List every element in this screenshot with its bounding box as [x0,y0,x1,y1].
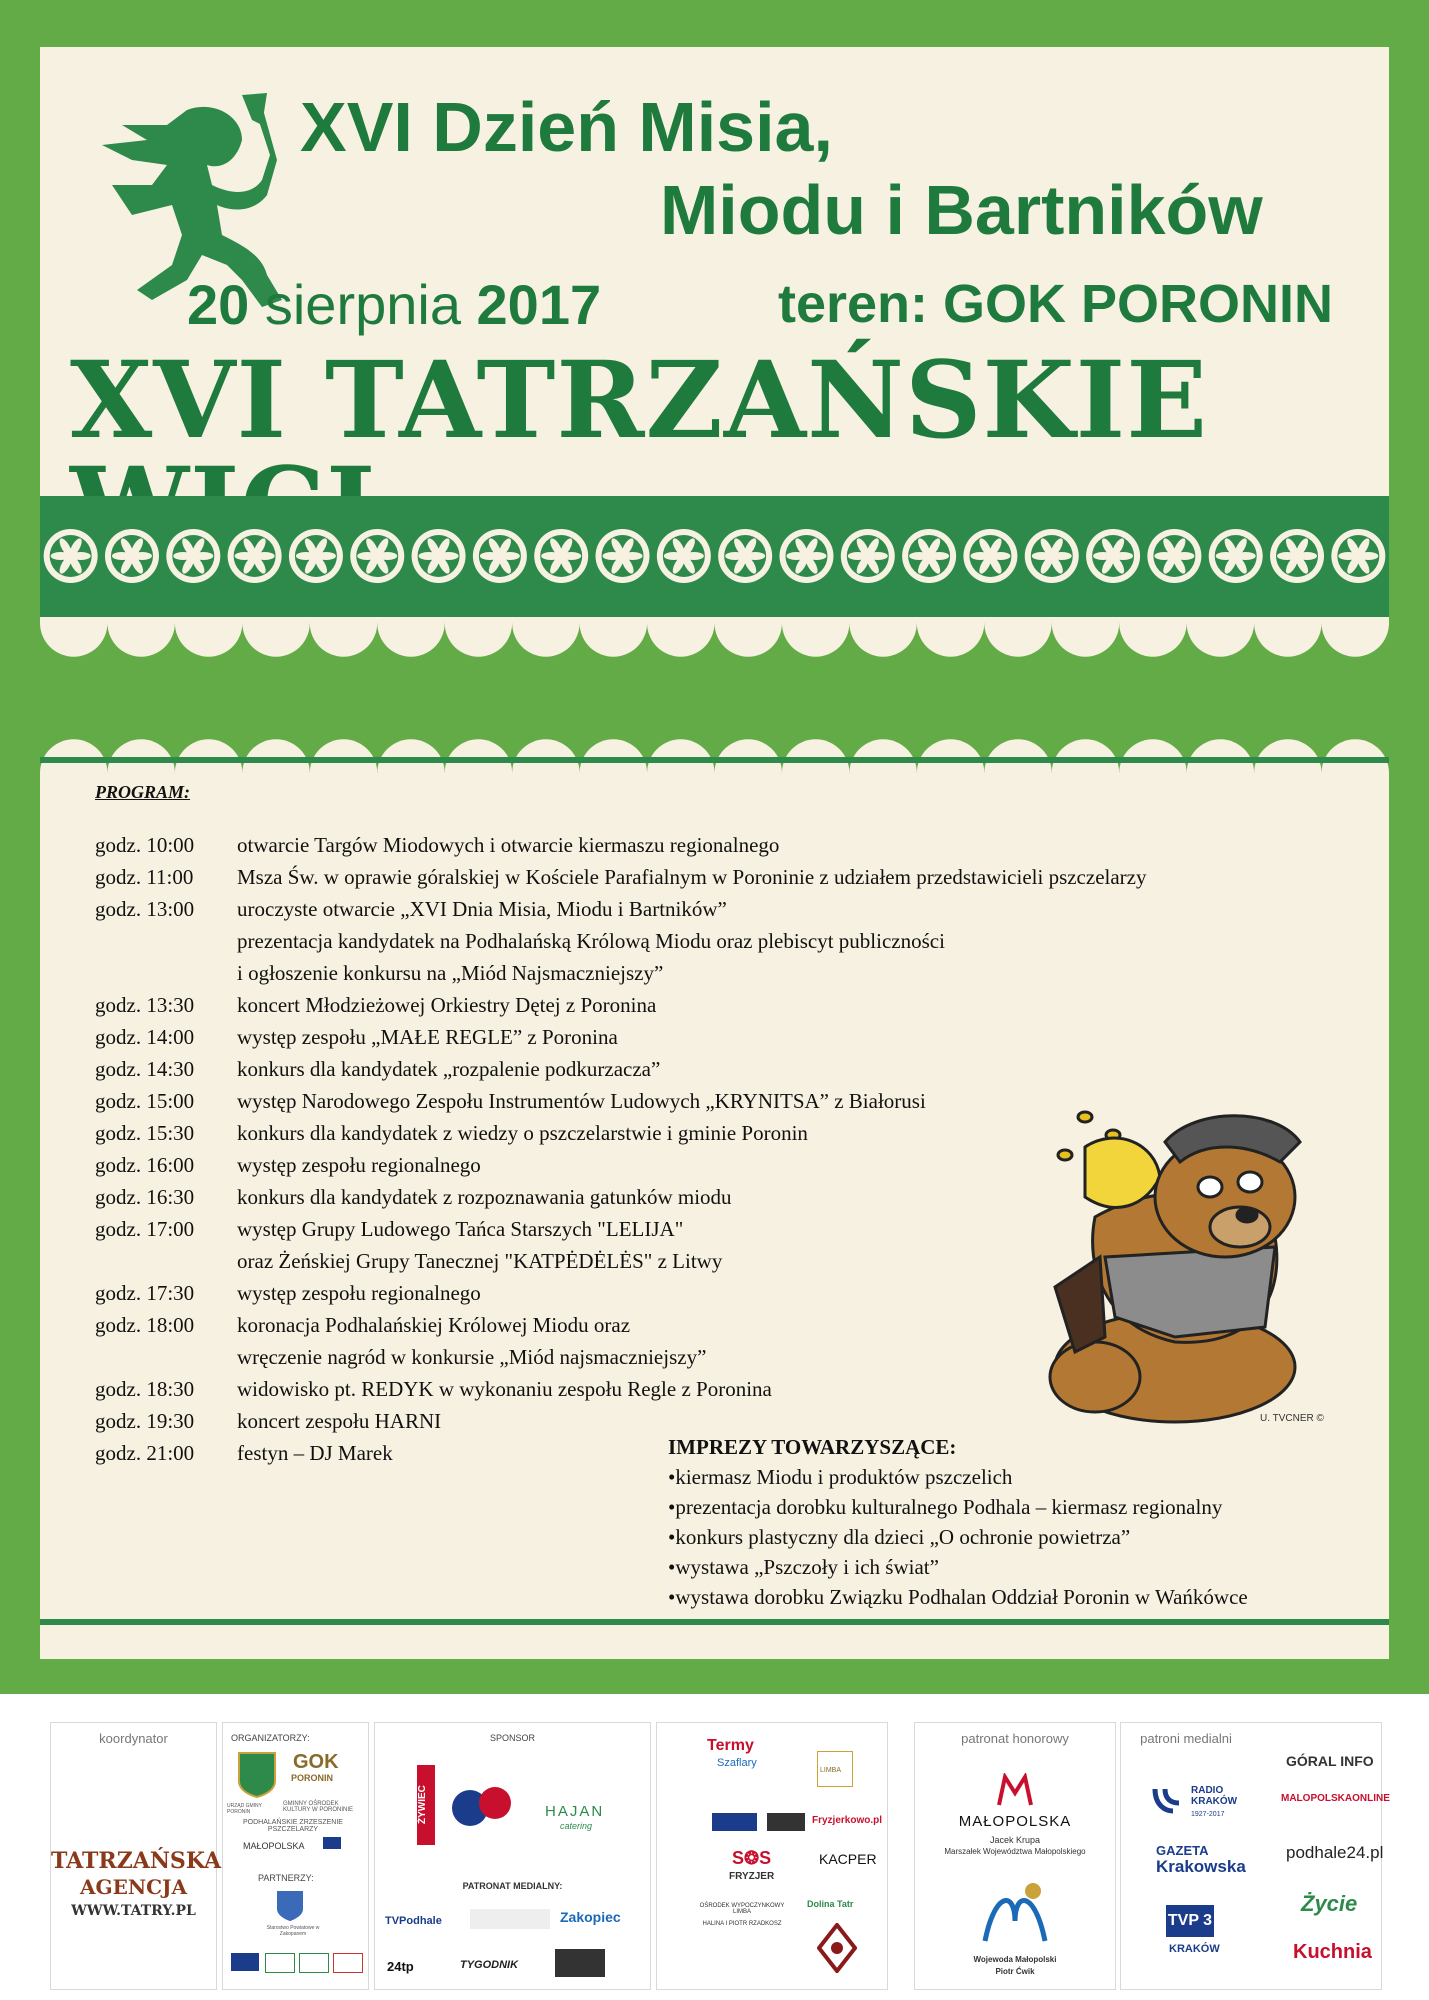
osrodek-limba: OŚRODEK WYPOCZYNKOWY LIMBA [699,1903,785,1915]
accompanying-item: •wystawa dorobku Związku Podhalan Oddział Poronin w Wańkówce [668,1585,1248,1609]
coordinator-label: koordynator [99,1731,168,1746]
program-text: występ Grupy Ludowego Tańca Starszych "LELIJA" [237,1217,684,1241]
sponsor-label: SPONSOR [489,1733,535,1743]
program-time [95,957,237,989]
program-time: godz. 19:30 [95,1409,195,1433]
event-date [187,273,602,336]
program-time: godz. 17:00 [95,1217,195,1241]
program-row [95,989,1147,1021]
accompanying-heading: IMPREZY TOWARZYSZĄCE: [668,1435,957,1459]
media-patronage-label: PATRONAT MEDIALNY: [462,1881,563,1891]
eu-logo-icon [231,1953,259,1971]
fryzjerkowo-logo: Fryzjerkowo.pl [812,1815,883,1826]
program-time: godz. 15:30 [95,1121,195,1145]
prow-logo-icon [265,1953,295,1973]
program-row [95,1277,1147,1309]
organizers-box [222,1722,369,1990]
accompanying-item: •prezentacja dorobku kulturalnego Podhala – kiermasz regionalny [668,1495,1223,1519]
hajan-sub: catering [560,1821,593,1831]
malopolska-org: MAŁOPOLSKA [243,1841,305,1851]
program-text: otwarcie Targów Miodowych i otwarcie kiermaszu regionalnego [237,833,780,857]
program-row [95,1213,1147,1245]
program-text: konkurs dla kandydatek „rozpalenie podkurzacza” [237,1057,661,1081]
rosette-icon [1147,529,1201,583]
rosette-pattern-icon [40,504,1389,609]
partners-label: PARTNERZY: [258,1873,314,1883]
program-row [95,1149,1147,1181]
wojewoda-logo-icon [975,1871,1055,1951]
rosette-icon [963,529,1017,583]
rosette-icon [534,529,588,583]
program-row [95,1021,1147,1053]
rosette-icon [228,529,282,583]
program-time: godz. 21:00 [95,1441,195,1465]
honorary-role-2: Wojewoda Małopolski [973,1955,1057,1964]
program-time: godz. 16:30 [95,1185,195,1209]
limba-logo: LIMBA [820,1767,842,1774]
program-row [95,1085,1147,1117]
hajan-logo: HAJAN [545,1803,605,1820]
program-time: godz. 16:00 [95,1153,195,1177]
organizers-label: ORGANIZATORZY: [231,1733,310,1743]
program-text: koncert Młodzieżowej Orkiestry Dętej z Poronina [237,993,657,1017]
program-time: godz. 13:30 [95,993,195,1017]
sponsor-box [374,1722,651,1990]
zakopiec-logo: Zakopiec [560,1909,621,1925]
starostwo: Starostwo Powiatowe w Zakopanem [266,1925,320,1937]
accompanying-list [668,1462,1248,1612]
zigzag-border-bottom [40,609,1389,623]
agencja-logo: AGENCJA [79,1875,188,1899]
program-row [95,893,1147,925]
media-box [1120,1722,1390,1990]
eu-flag-icon [323,1837,341,1849]
kacper-logo: KACPER [819,1851,877,1867]
program-text: konkurs dla kandydatek z wiedzy o pszczelarstwie i gminie Poronin [237,1121,808,1145]
program-text: występ zespołu regionalnego [237,1153,481,1177]
program-text: występ zespołu regionalnego [237,1281,481,1305]
rosette-icon [350,529,404,583]
scallop-separator [40,623,1389,773]
rosette-icon [166,529,220,583]
zigzag-border-top [40,490,1389,504]
tvpodhale-logo: TVPodhale [385,1915,442,1927]
24tp-logo: 24tp [387,1959,414,1974]
partner-logo-icon [333,1953,363,1973]
tv-logo-icon [555,1949,605,1977]
program-time: godz. 14:30 [95,1057,195,1081]
program-text: wręczenie nagród w konkursie „Miód najsmaczniejszy” [237,1345,707,1369]
event-title: XVI TATRZAŃSKIE [70,337,1209,462]
pszczelarze: PODHALAŃSKIE ZRZESZENIE PSZCZELARZY [243,1819,343,1833]
program-time: godz. 15:00 [95,1089,195,1113]
partner-logo-b-icon [767,1813,805,1831]
program-time: godz. 14:00 [95,1025,195,1049]
program-row [95,1341,1147,1373]
program-time: godz. 17:30 [95,1281,195,1305]
zigzag-border-bottom-program [40,1617,1389,1627]
media-label: patroni medialni [1140,1731,1232,1746]
bear-illustration-icon [1025,1087,1355,1432]
tatrzanska-logo: TATRZAŃSKA [51,1848,222,1874]
malopolska-m-icon [997,1773,1033,1807]
program-row [95,1117,1147,1149]
rosette-icon [289,529,343,583]
rosette-icon [718,529,772,583]
program-text: występ zespołu „MAŁE REGLE” z Poronina [237,1025,618,1049]
tvp3-logo: TVP 3 [1166,1905,1214,1937]
sos-sub: FRYZJER [729,1871,775,1882]
program-section [95,782,1147,1469]
leader-logo-icon [299,1953,329,1973]
rosette-icon [44,529,98,583]
partners-box [656,1722,888,1990]
rosette-icon [473,529,527,583]
sponsors-footer [0,1694,1429,2000]
zigzag-border-program [40,757,1389,767]
dancers-logo-icon [445,1773,525,1843]
malopolska-online-logo: MALOPOLSKAONLINE [1281,1793,1390,1804]
date-month: sierpnia [264,273,461,336]
malopolska-honorary: MAŁOPOLSKA [958,1813,1072,1830]
termy-sub: Szaflary [717,1757,757,1769]
rosette-icon [1025,529,1079,583]
accompanying-item: •wystawa „Pszczoły i ich świat” [668,1555,939,1579]
rosette-icon [1086,529,1140,583]
program-text: Msza Św. w oprawie góralskiej w Kościele Parafialnym w Poroninie z udziałem przedstawicieli pszczelarzy [237,865,1147,889]
program-row [95,1181,1147,1213]
podhale24-logo: podhale24.pl [1286,1843,1384,1862]
coordinator-box [50,1722,222,1990]
gok-desc: GMINNY OŚRODEK KULTURY W PORONINIE [283,1801,354,1813]
rosette-icon [1270,529,1324,583]
program-time: godz. 13:00 [95,897,195,921]
folk-ornament-icon [817,1923,857,1973]
rosette-icon [596,529,650,583]
gazeta-logo-2: Krakowska [1156,1857,1246,1876]
rosette-icon [412,529,466,583]
event-place: teren: GOK PORONIN [778,274,1334,334]
honorary-role-1: Marszałek Województwa Małopolskiego [944,1847,1086,1856]
program-text: koronacja Podhalańskiej Królowej Miodu oraz [237,1313,631,1337]
gok-sub: PORONIN [291,1773,334,1783]
program-text: konkurs dla kandydatek z rozpoznawania gatunków miodu [237,1185,732,1209]
urzad-gminy: URZĄD GMINY PORONIN [227,1803,262,1815]
tygodnik-logo: TYGODNIK [460,1959,519,1971]
bear-signature: U. TVCNER © [1260,1413,1324,1424]
tvp3-sub: KRAKÓW [1169,1943,1220,1955]
program-time [95,1245,237,1277]
program-text: i ogłoszenie konkursu na „Miód Najsmaczniejszy” [237,961,664,985]
program-row [95,829,1147,861]
date-year: 2017 [476,273,602,336]
rosette-icon [1209,529,1263,583]
poster [40,47,1389,1659]
program-time [95,925,237,957]
rosette-icon [105,529,159,583]
title-line-2: Miodu i Bartników [660,171,1263,249]
gazeta-logo-1: GAZETA [1156,1843,1209,1858]
program-row [95,1245,1147,1277]
dolina-logo: Dolina Tatr [807,1899,854,1909]
poronin-crest-icon [237,1751,277,1799]
zycie-logo: Życie [1301,1891,1358,1916]
osrodek-owners: HALINA I PIOTR RZADKOSZ [702,1921,782,1927]
wataha-logo-icon [470,1909,550,1929]
program-time: godz. 10:00 [95,833,195,857]
program-text: występ Narodowego Zespołu Instrumentów Ludowych „KRYNITSA” z Białorusi [237,1089,926,1113]
accompanying-events [668,1432,1248,1612]
program-heading: PROGRAM: [95,782,191,802]
radio-krakow-logo: RADIO KRAKÓW [1191,1785,1238,1807]
program-time: godz. 18:00 [95,1313,195,1337]
gok-logo: GOK [293,1751,339,1773]
starostwo-crest-icon [275,1889,305,1923]
radio-krakow-icon [1151,1785,1187,1815]
program-row [95,1053,1147,1085]
honorary-label: patronat honorowy [961,1731,1069,1746]
program-list [95,829,1147,1469]
tatry-url: WWW.TATRY.PL [71,1903,196,1919]
program-time: godz. 18:30 [95,1377,195,1401]
goral-info-logo: GÓRAL INFO [1286,1753,1374,1769]
program-text: oraz Żeńskiej Grupy Tanecznej "KATPĖDĖLĖS" z Litwy [237,1249,723,1273]
program-text: prezentacja kandydatek na Podhalańską Królową Miodu oraz plebiscyt publiczności [237,929,945,953]
program-row [95,957,1147,989]
program-row [95,1373,1147,1405]
program-time: godz. 11:00 [95,865,194,889]
date-day: 20 [187,273,250,336]
rosette-icon [657,529,711,583]
program-row [95,861,1147,893]
rosette-icon [902,529,956,583]
rosette-band [40,504,1389,609]
program-text: uroczyste otwarcie „XVI Dnia Misia, Miodu i Bartników” [237,897,727,921]
partner-logo-a-icon [712,1813,757,1831]
sos-logo: S❂S [732,1848,772,1868]
honorary-name-1: Jacek Krupa [989,1835,1041,1845]
program-text: widowisko pt. REDYK w wykonaniu zespołu Regle z Poronina [237,1377,772,1401]
title-line-1: XVI Dzień Misia, [300,88,833,166]
rosette-icon [841,529,895,583]
rosette-icon [779,529,833,583]
program-text: koncert zespołu HARNI [237,1409,442,1433]
zywiec-logo: ŻYWIEC [417,1765,435,1845]
program-row [95,1309,1147,1341]
rosette-icon [1331,529,1385,583]
termy-logo: Termy [707,1737,754,1754]
radio-krakow-sub: 1927-2017 [1191,1811,1225,1818]
program-row [95,925,1147,957]
accompanying-item: •konkurs plastyczny dla dzieci „O ochronie powietrza” [668,1525,1131,1549]
program-text: festyn – DJ Marek [237,1441,393,1465]
program-time [95,1341,237,1373]
honorary-box [914,1722,1116,1990]
honorary-name-2: Piotr Ćwik [995,1967,1035,1976]
accompanying-item: •kiermasz Miodu i produktów pszczelich [668,1465,1013,1489]
kuchnia-logo: Kuchnia [1293,1941,1372,1963]
